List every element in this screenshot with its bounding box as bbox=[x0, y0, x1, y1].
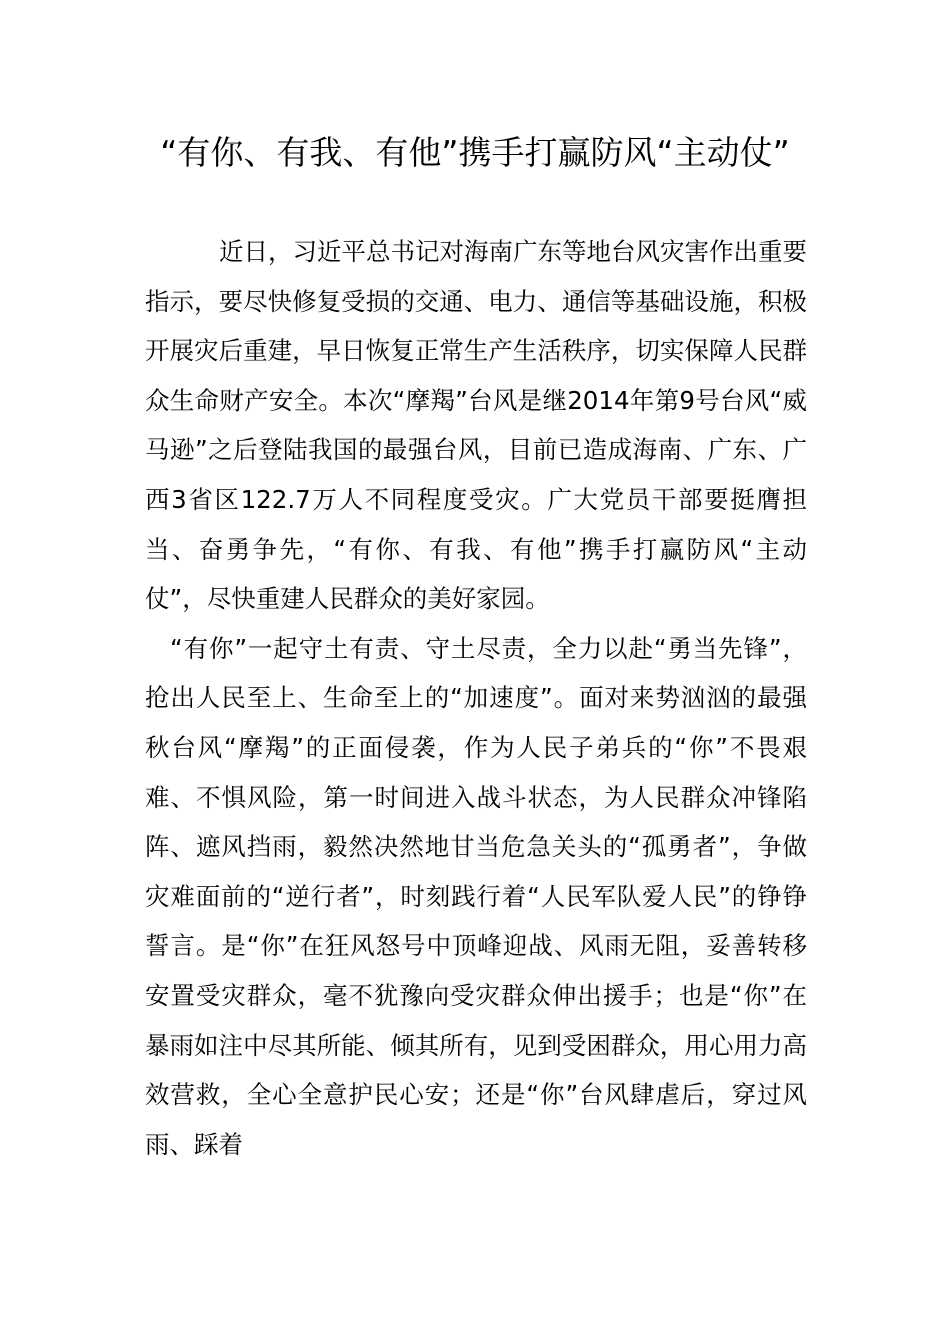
document-body bbox=[145, 227, 807, 1169]
document-title: “有你、有我、有他”携手打赢防风“主动仗” bbox=[160, 133, 790, 172]
paragraph-you: “有你”一起守土有责、守土尽责，全力以赴“勇当先锋”，抢出人民至上、生命至上的“加速度”。面对来势汹汹的最强秋台风“摩羯”的正面侵袭，作为人民子弟兵的“你”不畏艰难、不惧风险，第一时间进入战斗状态，为人民群众冲锋陷阵、遮风挡雨，毅然决然地甘当危急关头的“孤勇者”，争做灾难面前的“逆行者”，时刻践行着“人民军队爱人民”的铮铮誓言。是“你”在狂风怒号中顶峰迎战、风雨无阻，妥善转移安置受灾群众，毫不犹豫向受灾群众伸出援手；也是“你”在暴雨如注中尽其所能、倾其所有，见到受困群众，用心用力高效营救，全心全意护民心安；还是“你”台风肆虐后，穿过风雨、踩着 bbox=[145, 633, 807, 1159]
paragraph-intro: 近日，习近平总书记对海南广东等地台风灾害作出重要指示，要尽快修复受损的交通、电力、通信等基础设施，积极开展灾后重建，早日恢复正常生产生活秩序，切实保障人民群众生命财产安全。本次“摩羯”台风是继2014年第9号台风“威马逊”之后登陆我国的最强台风，目前已造成海南、广东、广西3省区122.7万人不同程度受灾。广大党员干部要挺膺担当、奋勇争先，“有你、有我、有他”携手打赢防风“主动仗”，尽快重建人民群众的美好家园。 bbox=[145, 237, 807, 614]
